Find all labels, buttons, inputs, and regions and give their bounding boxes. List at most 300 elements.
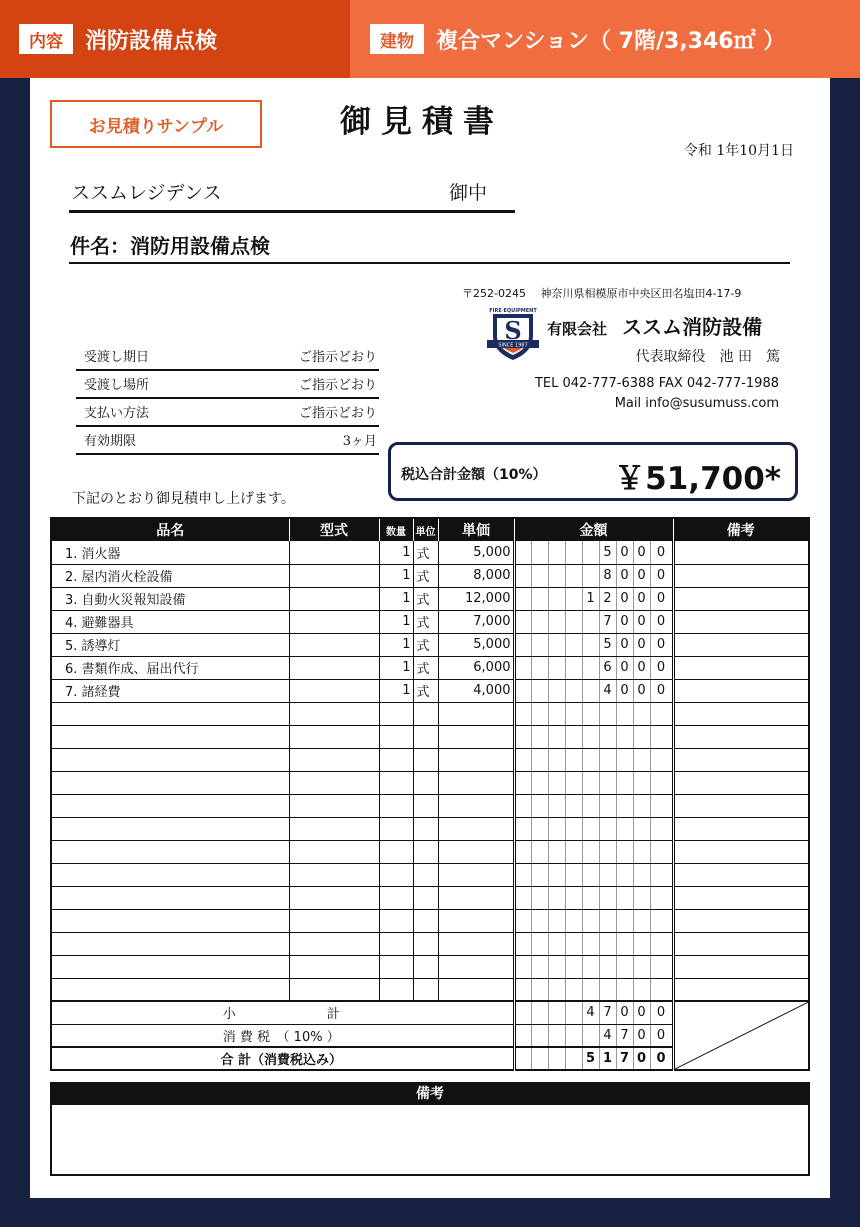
table-row xyxy=(51,541,809,564)
top-bar xyxy=(0,0,860,78)
amount-digit xyxy=(616,817,633,840)
amount-digit xyxy=(514,955,531,978)
amount-digit xyxy=(650,725,673,748)
amount-digit: 0 xyxy=(616,587,633,610)
amount-digit xyxy=(531,656,548,679)
table-row-empty xyxy=(51,955,809,978)
table-row-empty xyxy=(51,978,809,1001)
header-amount: 金額 xyxy=(514,518,673,541)
condition-value: ご指示どおり xyxy=(298,406,377,421)
item-quantity xyxy=(379,932,413,955)
amount-digit: 0 xyxy=(650,633,673,656)
item-remarks xyxy=(673,541,809,564)
amount-digit xyxy=(531,794,548,817)
amount-digit xyxy=(633,794,650,817)
amount-digit xyxy=(565,656,582,679)
amount-digit xyxy=(548,564,565,587)
table-row-empty xyxy=(51,771,809,794)
amount-digit xyxy=(531,610,548,633)
amount-digit xyxy=(633,886,650,909)
amount-digit xyxy=(548,840,565,863)
amount-digit: 4 xyxy=(599,1024,616,1047)
item-unit xyxy=(413,702,438,725)
amount-digit xyxy=(616,863,633,886)
item-unit-price: 6,000 xyxy=(438,656,514,679)
table-row-empty xyxy=(51,702,809,725)
company-tel-fax: TEL 042-777-6388 FAX 042-777-1988 xyxy=(534,376,779,391)
amount-digit: 0 xyxy=(650,541,673,564)
item-remarks xyxy=(673,702,809,725)
amount-digit xyxy=(599,978,616,1001)
amount-digit xyxy=(633,702,650,725)
building-text: 複合マンション（ 7階/3,346㎡ ） xyxy=(436,28,786,54)
amount-digit xyxy=(582,909,599,932)
amount-digit xyxy=(565,840,582,863)
amount-digit xyxy=(582,725,599,748)
amount-digit xyxy=(599,840,616,863)
item-quantity xyxy=(379,863,413,886)
amount-digit xyxy=(531,1001,548,1024)
item-model xyxy=(289,909,379,932)
item-unit: 式 xyxy=(413,679,438,702)
condition-row xyxy=(76,399,379,427)
amount-digit: 0 xyxy=(633,1001,650,1024)
item-quantity xyxy=(379,886,413,909)
amount-digit xyxy=(599,932,616,955)
intro-text: 下記のとおり御見積申し上げます。 xyxy=(72,491,295,507)
amount-digit: 0 xyxy=(650,564,673,587)
amount-digit xyxy=(531,1047,548,1070)
item-unit xyxy=(413,909,438,932)
amount-digit: 1 xyxy=(582,587,599,610)
item-model xyxy=(289,817,379,840)
amount-digit xyxy=(582,633,599,656)
logo-letter: S xyxy=(504,316,522,345)
amount-digit xyxy=(531,817,548,840)
amount-digit xyxy=(599,863,616,886)
amount-digit: 8 xyxy=(599,564,616,587)
amount-digit xyxy=(582,610,599,633)
table-row xyxy=(51,587,809,610)
item-unit: 式 xyxy=(413,541,438,564)
header-item-name: 品名 xyxy=(51,518,289,541)
estimate-document xyxy=(30,78,830,1198)
item-unit xyxy=(413,886,438,909)
amount-digit xyxy=(548,748,565,771)
item-unit: 式 xyxy=(413,656,438,679)
table-row-empty xyxy=(51,909,809,932)
item-model xyxy=(289,978,379,1001)
amount-digit xyxy=(650,771,673,794)
item-model xyxy=(289,656,379,679)
item-name xyxy=(51,817,289,840)
item-model xyxy=(289,771,379,794)
amount-digit xyxy=(531,840,548,863)
table-header-row xyxy=(51,518,809,541)
amount-digit xyxy=(582,771,599,794)
item-unit xyxy=(413,725,438,748)
item-model xyxy=(289,794,379,817)
subtotal-row xyxy=(51,1001,809,1024)
item-model xyxy=(289,840,379,863)
item-name xyxy=(51,955,289,978)
amount-digit xyxy=(548,863,565,886)
item-remarks xyxy=(673,610,809,633)
total-amount-box xyxy=(388,442,798,501)
amount-digit: 0 xyxy=(633,541,650,564)
item-name: 7. 諸経費 xyxy=(51,679,289,702)
amount-digit xyxy=(514,1024,531,1047)
amount-digit xyxy=(514,817,531,840)
summary-slash-cell xyxy=(673,1001,809,1070)
document-title: 御見積書 xyxy=(340,104,504,140)
amount-digit xyxy=(514,610,531,633)
amount-digit xyxy=(582,886,599,909)
item-name xyxy=(51,725,289,748)
amount-digit: 0 xyxy=(633,656,650,679)
table-row xyxy=(51,564,809,587)
amount-digit xyxy=(531,955,548,978)
company-logo-icon xyxy=(485,306,541,362)
amount-digit: 0 xyxy=(650,679,673,702)
amount-digit xyxy=(548,909,565,932)
total-amount-label: 税込合計金額（10%） xyxy=(401,467,547,483)
amount-digit xyxy=(582,794,599,817)
amount-digit xyxy=(531,1024,548,1047)
amount-digit xyxy=(531,886,548,909)
amount-digit xyxy=(599,702,616,725)
amount-digit xyxy=(616,771,633,794)
amount-digit xyxy=(514,1001,531,1024)
amount-digit xyxy=(565,817,582,840)
amount-digit xyxy=(548,679,565,702)
item-quantity: 1 xyxy=(379,541,413,564)
item-quantity: 1 xyxy=(379,633,413,656)
company-representative: 代表取締役 池 田 篤 xyxy=(635,349,780,365)
amount-digit xyxy=(565,725,582,748)
amount-digit xyxy=(565,886,582,909)
condition-label: 受渡し場所 xyxy=(84,378,150,393)
amount-digit xyxy=(650,909,673,932)
item-model xyxy=(289,702,379,725)
item-remarks xyxy=(673,955,809,978)
amount-digit xyxy=(565,978,582,1001)
item-remarks xyxy=(673,863,809,886)
recipient-name: ススムレジデンス xyxy=(71,182,222,204)
item-name xyxy=(51,748,289,771)
amount-digit: 7 xyxy=(599,1001,616,1024)
tax-row-label: 消 費 税 （ 10% ） xyxy=(51,1024,514,1047)
item-model xyxy=(289,932,379,955)
amount-digit xyxy=(514,840,531,863)
amount-digit xyxy=(582,955,599,978)
amount-digit xyxy=(548,932,565,955)
condition-row xyxy=(76,371,379,399)
amount-digit xyxy=(514,978,531,1001)
amount-digit xyxy=(565,587,582,610)
table-row-empty xyxy=(51,932,809,955)
amount-digit: 0 xyxy=(633,564,650,587)
amount-digit xyxy=(531,932,548,955)
content-tag: 内容 xyxy=(19,24,73,54)
item-unit: 式 xyxy=(413,633,438,656)
amount-digit: 0 xyxy=(616,541,633,564)
diagonal-line xyxy=(675,1002,808,1069)
item-remarks xyxy=(673,909,809,932)
amount-digit: 0 xyxy=(650,656,673,679)
amount-digit xyxy=(616,955,633,978)
amount-digit xyxy=(650,748,673,771)
amount-digit xyxy=(565,610,582,633)
item-unit-price: 5,000 xyxy=(438,633,514,656)
total-amount-value: ￥51,700* xyxy=(614,461,781,497)
amount-digit xyxy=(616,794,633,817)
amount-digit xyxy=(531,725,548,748)
building-tag: 建物 xyxy=(370,24,424,54)
amount-digit xyxy=(548,656,565,679)
condition-label: 有効期限 xyxy=(84,434,137,449)
item-unit-price: 4,000 xyxy=(438,679,514,702)
table-row xyxy=(51,633,809,656)
item-name: 6. 書類作成、届出代行 xyxy=(51,656,289,679)
item-name: 2. 屋内消火栓設備 xyxy=(51,564,289,587)
amount-digit: 7 xyxy=(599,610,616,633)
item-quantity: 1 xyxy=(379,610,413,633)
item-name xyxy=(51,863,289,886)
amount-digit xyxy=(531,564,548,587)
header-model: 型式 xyxy=(289,518,379,541)
item-remarks xyxy=(673,633,809,656)
amount-digit xyxy=(582,564,599,587)
amount-digit xyxy=(565,955,582,978)
amount-digit xyxy=(514,656,531,679)
amount-digit xyxy=(565,679,582,702)
amount-digit xyxy=(548,955,565,978)
table-row xyxy=(51,610,809,633)
item-quantity: 1 xyxy=(379,564,413,587)
table-row-empty xyxy=(51,794,809,817)
remarks-box xyxy=(50,1082,810,1176)
amount-digit xyxy=(633,932,650,955)
amount-digit xyxy=(616,725,633,748)
remarks-title: 備考 xyxy=(52,1084,808,1105)
company-address: 〒252-0245 神奈川県相模原市中央区田名塩田4-17-9 xyxy=(462,287,742,300)
amount-digit xyxy=(565,1047,582,1070)
amount-digit xyxy=(565,909,582,932)
amount-digit xyxy=(565,794,582,817)
header-quantity: 数量 xyxy=(379,518,413,541)
amount-digit xyxy=(514,541,531,564)
item-unit-price xyxy=(438,748,514,771)
company-mail: Mail info@susumuss.com xyxy=(614,396,779,411)
amount-digit xyxy=(633,863,650,886)
amount-digit xyxy=(582,541,599,564)
amount-digit xyxy=(531,909,548,932)
amount-digit: 0 xyxy=(616,1001,633,1024)
amount-digit xyxy=(582,978,599,1001)
amount-digit xyxy=(565,541,582,564)
item-unit xyxy=(413,932,438,955)
table-row xyxy=(51,679,809,702)
amount-digit xyxy=(531,702,548,725)
item-unit xyxy=(413,794,438,817)
amount-digit xyxy=(565,702,582,725)
item-unit-price xyxy=(438,725,514,748)
header-remarks: 備考 xyxy=(673,518,809,541)
amount-digit xyxy=(514,863,531,886)
amount-digit xyxy=(531,587,548,610)
amount-digit xyxy=(565,932,582,955)
condition-label: 支払い方法 xyxy=(84,406,150,421)
amount-digit xyxy=(548,817,565,840)
item-remarks xyxy=(673,748,809,771)
amount-digit: 0 xyxy=(616,633,633,656)
amount-digit xyxy=(599,748,616,771)
amount-digit xyxy=(599,725,616,748)
amount-digit: 0 xyxy=(616,679,633,702)
table-row-empty xyxy=(51,840,809,863)
item-name: 4. 避難器具 xyxy=(51,610,289,633)
item-unit-price: 7,000 xyxy=(438,610,514,633)
grand-total-row-label: 合 計（消費税込み） xyxy=(51,1047,514,1070)
amount-digit xyxy=(616,840,633,863)
item-unit-price xyxy=(438,702,514,725)
item-model xyxy=(289,886,379,909)
item-remarks xyxy=(673,587,809,610)
amount-digit: 0 xyxy=(616,564,633,587)
amount-digit xyxy=(582,1024,599,1047)
amount-digit xyxy=(650,932,673,955)
item-unit-price: 5,000 xyxy=(438,541,514,564)
amount-digit xyxy=(548,771,565,794)
amount-digit xyxy=(514,1047,531,1070)
item-model xyxy=(289,748,379,771)
item-quantity xyxy=(379,702,413,725)
amount-digit xyxy=(514,909,531,932)
item-name: 5. 誘導灯 xyxy=(51,633,289,656)
item-name xyxy=(51,794,289,817)
item-quantity xyxy=(379,794,413,817)
amount-digit xyxy=(548,702,565,725)
condition-value: ご指示どおり xyxy=(298,378,377,393)
amount-digit xyxy=(548,633,565,656)
amount-digit xyxy=(565,748,582,771)
amount-digit xyxy=(565,1024,582,1047)
company-kind: 有限会社 xyxy=(547,320,608,338)
table-row xyxy=(51,656,809,679)
item-unit: 式 xyxy=(413,587,438,610)
item-quantity xyxy=(379,955,413,978)
company-name: ススム消防設備 xyxy=(622,315,763,339)
amount-digit xyxy=(616,702,633,725)
amount-digit xyxy=(582,840,599,863)
recipient-honorific: 御中 xyxy=(449,182,488,204)
amount-digit xyxy=(514,932,531,955)
amount-digit xyxy=(616,909,633,932)
item-unit xyxy=(413,840,438,863)
condition-row xyxy=(76,427,379,455)
amount-digit: 0 xyxy=(633,1047,650,1070)
item-quantity: 1 xyxy=(379,587,413,610)
item-unit-price xyxy=(438,932,514,955)
amount-digit xyxy=(514,564,531,587)
amount-digit xyxy=(633,748,650,771)
amount-digit xyxy=(514,725,531,748)
recipient-line xyxy=(69,176,515,213)
amount-digit xyxy=(531,863,548,886)
header-unit-price: 単価 xyxy=(438,518,514,541)
table-row-empty xyxy=(51,817,809,840)
amount-digit xyxy=(650,817,673,840)
amount-digit xyxy=(616,886,633,909)
item-remarks xyxy=(673,794,809,817)
amount-digit xyxy=(582,863,599,886)
subtotal-row-label: 小 計 xyxy=(51,1001,514,1024)
amount-digit xyxy=(531,771,548,794)
item-unit: 式 xyxy=(413,564,438,587)
amount-digit xyxy=(599,771,616,794)
item-quantity xyxy=(379,978,413,1001)
item-unit-price xyxy=(438,863,514,886)
item-unit xyxy=(413,978,438,1001)
company-name-line xyxy=(547,311,762,340)
amount-digit xyxy=(514,771,531,794)
amount-digit xyxy=(616,932,633,955)
item-unit-price xyxy=(438,978,514,1001)
item-quantity xyxy=(379,725,413,748)
amount-digit: 0 xyxy=(650,610,673,633)
item-unit-price xyxy=(438,909,514,932)
amount-digit xyxy=(565,1001,582,1024)
amount-digit xyxy=(548,1047,565,1070)
amount-digit xyxy=(599,817,616,840)
condition-label: 受渡し期日 xyxy=(84,350,150,365)
amount-digit: 0 xyxy=(650,1001,673,1024)
item-unit-price xyxy=(438,955,514,978)
item-unit: 式 xyxy=(413,610,438,633)
amount-digit: 0 xyxy=(633,633,650,656)
condition-value: 3ヶ月 xyxy=(342,434,377,449)
content-category xyxy=(0,0,350,78)
amount-digit xyxy=(616,978,633,1001)
item-unit-price xyxy=(438,817,514,840)
amount-digit xyxy=(531,541,548,564)
table-row-empty xyxy=(51,886,809,909)
amount-digit xyxy=(514,886,531,909)
amount-digit xyxy=(548,725,565,748)
amount-digit: 0 xyxy=(650,1047,673,1070)
logo-fire-equipment: FIRE EQUIPMENT xyxy=(489,308,537,314)
amount-digit xyxy=(548,587,565,610)
header-unit: 単位 xyxy=(413,518,438,541)
amount-digit: 0 xyxy=(633,610,650,633)
item-unit xyxy=(413,955,438,978)
item-quantity xyxy=(379,817,413,840)
item-name xyxy=(51,886,289,909)
amount-digit xyxy=(548,794,565,817)
amount-digit: 0 xyxy=(633,587,650,610)
amount-digit xyxy=(548,886,565,909)
amount-digit xyxy=(565,633,582,656)
amount-digit xyxy=(582,748,599,771)
amount-digit xyxy=(514,679,531,702)
item-name xyxy=(51,978,289,1001)
item-model xyxy=(289,633,379,656)
item-remarks xyxy=(673,725,809,748)
amount-digit xyxy=(633,817,650,840)
amount-digit xyxy=(531,978,548,1001)
item-unit-price: 12,000 xyxy=(438,587,514,610)
